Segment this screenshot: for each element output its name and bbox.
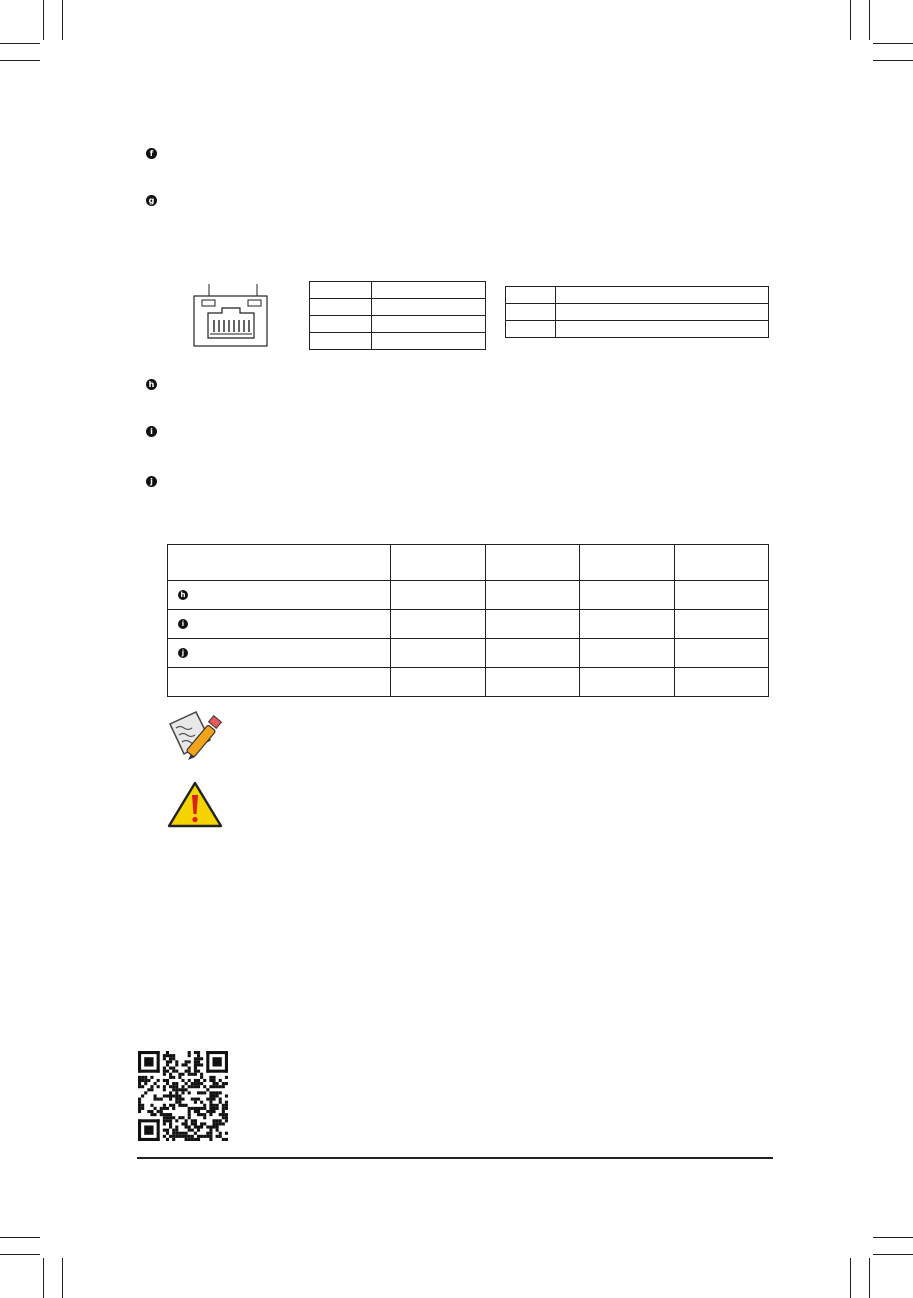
crop-mark	[62, 1258, 63, 1298]
row-marker-h: h	[178, 590, 188, 600]
spec-table	[167, 544, 769, 697]
table-row	[168, 581, 769, 610]
crop-mark	[850, 1258, 851, 1298]
crop-mark	[873, 1237, 913, 1238]
crop-mark	[869, 1258, 870, 1298]
crop-mark	[0, 1237, 40, 1238]
item-marker-i: i	[146, 426, 157, 437]
lan-port-icon	[192, 282, 272, 350]
crop-mark	[869, 0, 870, 40]
lan-led-table-right	[505, 286, 769, 338]
crop-mark	[0, 60, 40, 61]
row-marker-j: j	[178, 648, 188, 658]
bottom-rule	[137, 1157, 773, 1159]
crop-mark	[873, 1254, 913, 1255]
lan-led-table-left	[309, 281, 486, 350]
note-pencil-icon	[166, 710, 230, 762]
warning-triangle-icon	[166, 780, 224, 830]
table-row	[168, 668, 769, 697]
spec-table-header-row	[168, 545, 769, 581]
item-marker-f: f	[146, 148, 157, 159]
item-marker-h: h	[146, 379, 157, 390]
crop-mark	[43, 1258, 44, 1298]
table-row	[168, 610, 769, 639]
item-marker-g: g	[146, 195, 157, 206]
crop-mark	[0, 1254, 40, 1255]
crop-mark	[43, 0, 44, 40]
item-marker-j: j	[146, 476, 157, 487]
crop-mark	[850, 0, 851, 40]
qr-code-icon	[138, 1051, 228, 1141]
row-marker-i: i	[178, 619, 188, 629]
crop-mark	[0, 43, 40, 44]
crop-mark	[873, 60, 913, 61]
crop-mark	[873, 43, 913, 44]
crop-mark	[62, 0, 63, 40]
table-row	[168, 639, 769, 668]
